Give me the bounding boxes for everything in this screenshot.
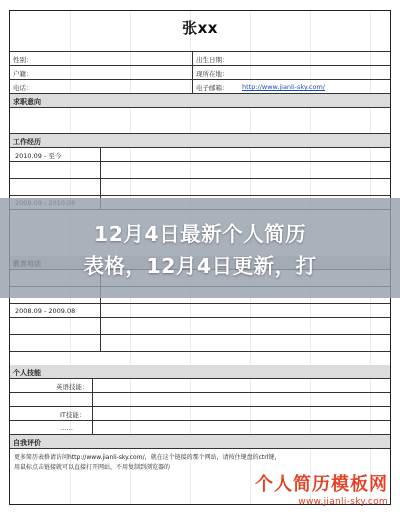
overlay-line-2: 表格，12月4日更新，打 — [83, 254, 317, 278]
residence-label: 现所在地： — [196, 70, 229, 78]
candidate-name: 张xx — [182, 19, 218, 37]
info-row-2 — [10, 66, 390, 80]
work-period-1: 2010.09 - 至今 — [15, 152, 62, 160]
education-period-row — [10, 304, 390, 318]
name-row — [10, 11, 390, 52]
job-intent-body — [10, 108, 390, 134]
other-skill-label: …… — [60, 424, 73, 432]
skill-row-it — [10, 407, 390, 421]
education-detail-b — [10, 335, 390, 352]
job-intent-header — [10, 94, 390, 108]
email-link[interactable]: http://www.jianli-sky.com/ — [242, 83, 325, 91]
education-detail-a — [10, 318, 390, 335]
job-intent-label: 求职意向 — [13, 98, 41, 106]
info-row-3 — [10, 80, 390, 94]
birth-label: 出生日期： — [196, 56, 229, 64]
skills-label: 个人技能 — [13, 369, 41, 377]
footer-text-2: 用鼠标点击链接就可以直接打开网站，不用复制到浏览器的 — [14, 464, 171, 471]
self-eval-header — [10, 435, 390, 449]
hukou-label: 户籍： — [13, 70, 33, 78]
site-watermark — [255, 470, 388, 507]
footer-text-1: 更多简历表格请访问http://www.jianli-sky.com/，就在这个链接的那个网站，请按住键盘的ctrl键， — [14, 454, 281, 461]
skill-row-english — [10, 379, 390, 393]
watermark-title: 个人简历模板网 — [255, 474, 388, 495]
title-overlay — [0, 198, 400, 298]
work-history-label: 工作经历 — [13, 138, 41, 146]
it-skill-label: IT技能： — [60, 411, 86, 419]
work-detail-row-1b — [10, 179, 390, 196]
self-eval-label: 自我评价 — [13, 439, 41, 447]
overlay-line-1: 12月4日最新个人简历 — [93, 222, 307, 246]
info-row-1 — [10, 52, 390, 66]
work-history-header — [10, 134, 390, 148]
gender-label: 性别： — [13, 56, 33, 64]
education-period: 2008.09 - 2009.08 — [15, 307, 76, 315]
work-detail-row-1a — [10, 162, 390, 179]
english-skill-label: 英语技能： — [56, 383, 89, 391]
skill-row-english-2 — [10, 393, 390, 407]
skill-row-other — [10, 421, 390, 435]
watermark-url: www.jianli-sky.com — [298, 497, 388, 507]
skills-header — [10, 365, 390, 379]
phone-label: 电话： — [13, 84, 33, 92]
work-period-row-1 — [10, 148, 390, 162]
email-label: 电子邮箱： — [196, 84, 229, 92]
